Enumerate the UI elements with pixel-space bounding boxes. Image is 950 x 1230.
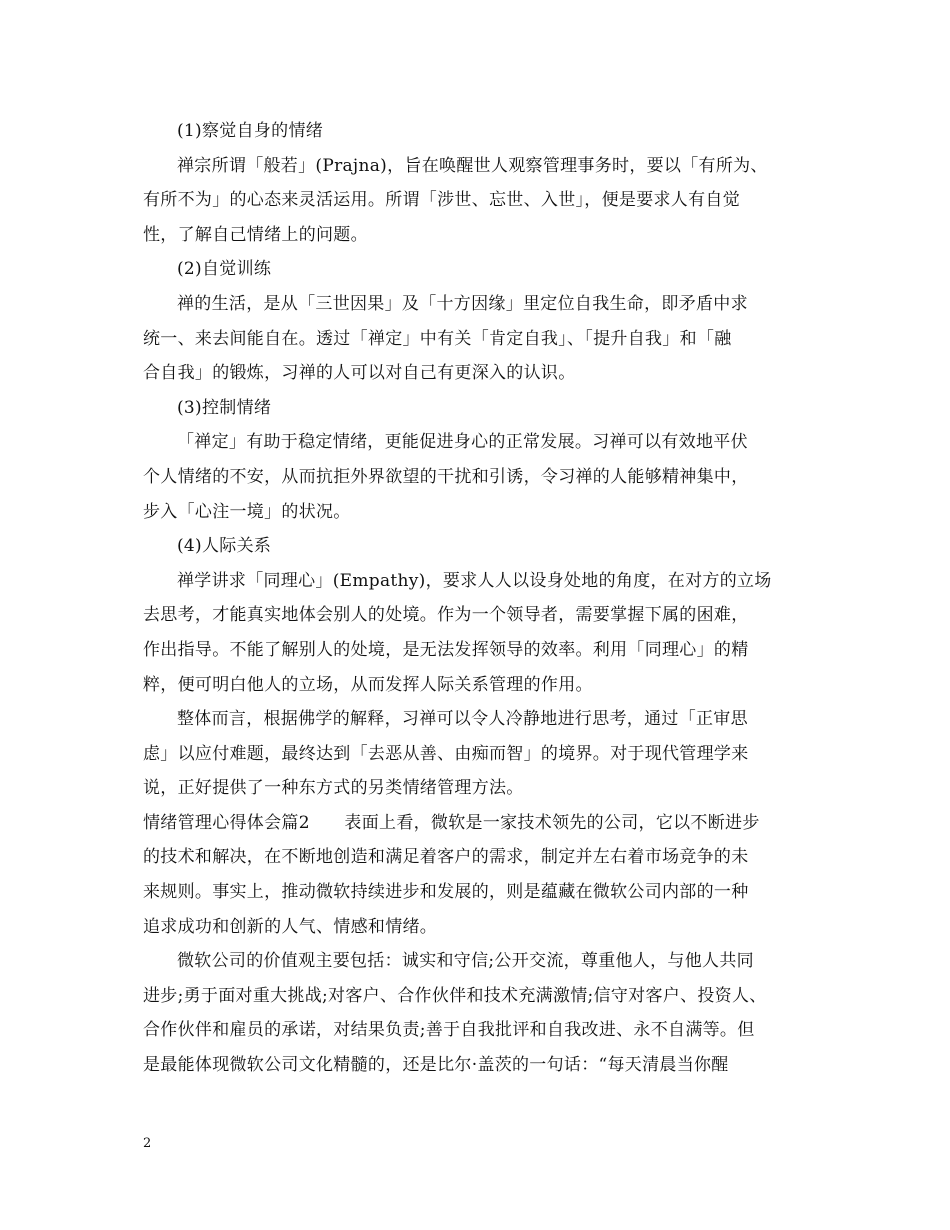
paragraph-line: 合自我」的锻炼，习禅的人可以对自己有更深入的认识。 xyxy=(143,363,576,384)
page-number: 2 xyxy=(143,1136,152,1151)
paragraph-line: 性，了解自己情绪上的问题。 xyxy=(143,224,368,245)
paragraph-line: 作出指导。不能了解别人的处境，是无法发挥领导的效率。利用「同理心」的精 xyxy=(143,639,749,660)
paragraph-line: 粹，便可明白他人的立场，从而发挥人际关系管理的作用。 xyxy=(143,674,593,695)
paragraph-line: 禅学讲求「同理心」(Empathy)，要求人人以设身处地的角度，在对方的立场 xyxy=(177,570,772,591)
paragraph-line: 进步;勇于面对重大挑战;对客户、合作伙伴和技术充满激情;信守对客户、投资人、 xyxy=(143,985,767,1006)
paragraph-line: 合作伙伴和雇员的承诺，对结果负责;善于自我批评和自我改进、永不自满等。但 xyxy=(143,1020,755,1041)
paragraph-line: 「禅定」有助于稳定情绪，更能促进身心的正常发展。习禅可以有效地平伏 xyxy=(177,432,748,453)
paragraph-line: 追求成功和创新的人气、情感和情绪。 xyxy=(143,916,438,937)
paragraph-line: 微软公司的价值观主要包括：诚实和守信;公开交流，尊重他人，与他人共同 xyxy=(177,951,754,972)
section-heading-1: (1)察觉自身的情绪 xyxy=(177,121,324,141)
paragraph-line: 说，正好提供了一种东方式的另类情绪管理方法。 xyxy=(143,778,524,799)
paragraph-line: 禅宗所谓「般若」(Prajna)，旨在唤醒世人观察管理事务时，要以「有所为、 xyxy=(177,155,768,176)
section-heading-2: (2)自觉训练 xyxy=(177,259,272,280)
section-heading-3: (3)控制情绪 xyxy=(177,397,272,418)
paragraph-line: 去思考，才能真实地体会别人的处境。作为一个领导者，需要掌握下属的困难， xyxy=(143,605,749,626)
paragraph-line: 个人情绪的不安，从而抗拒外界欲望的干扰和引诱，令习禅的人能够精神集中， xyxy=(143,466,749,487)
paragraph-line: 是最能体现微软公司文化精髓的，还是比尔·盖茨的一句话：“每天清晨当你醒 xyxy=(143,1055,729,1076)
section-heading-4: (4)人际关系 xyxy=(177,536,272,557)
paragraph-line: 统一、来去间能自在。透过「禅定」中有关「肯定自我」、「提升自我」和「融 xyxy=(143,328,732,349)
paragraph-line: 虑」以应付难题，最终达到「去恶从善、由痴而智」的境界。对于现代管理学来 xyxy=(143,743,749,764)
paragraph-line: 禅的生活，是从「三世因果」及「十方因缘」里定位自我生命，即矛盾中求 xyxy=(177,293,748,314)
chapter-heading-line: 情绪管理心得体会篇2 表面上看，微软是一家技术领先的公司，它以不断进步 xyxy=(143,812,760,833)
paragraph-line: 有所不为」的心态来灵活运用。所谓「涉世、忘世、入世」，便是要求人有自觉 xyxy=(143,190,740,211)
paragraph-line: 整体而言，根据佛学的解释，习禅可以令人冷静地进行思考，通过「正审思 xyxy=(177,709,748,730)
paragraph-line: 来规则。事实上，推动微软持续进步和发展的，则是蕴藏在微软公司内部的一种 xyxy=(143,882,749,903)
paragraph-line: 的技术和解决，在不断地创造和满足着客户的需求，制定并左右着市场竞争的未 xyxy=(143,847,749,868)
document-body xyxy=(143,114,815,1083)
paragraph-line: 步入「心注一境」的状况。 xyxy=(143,501,351,522)
